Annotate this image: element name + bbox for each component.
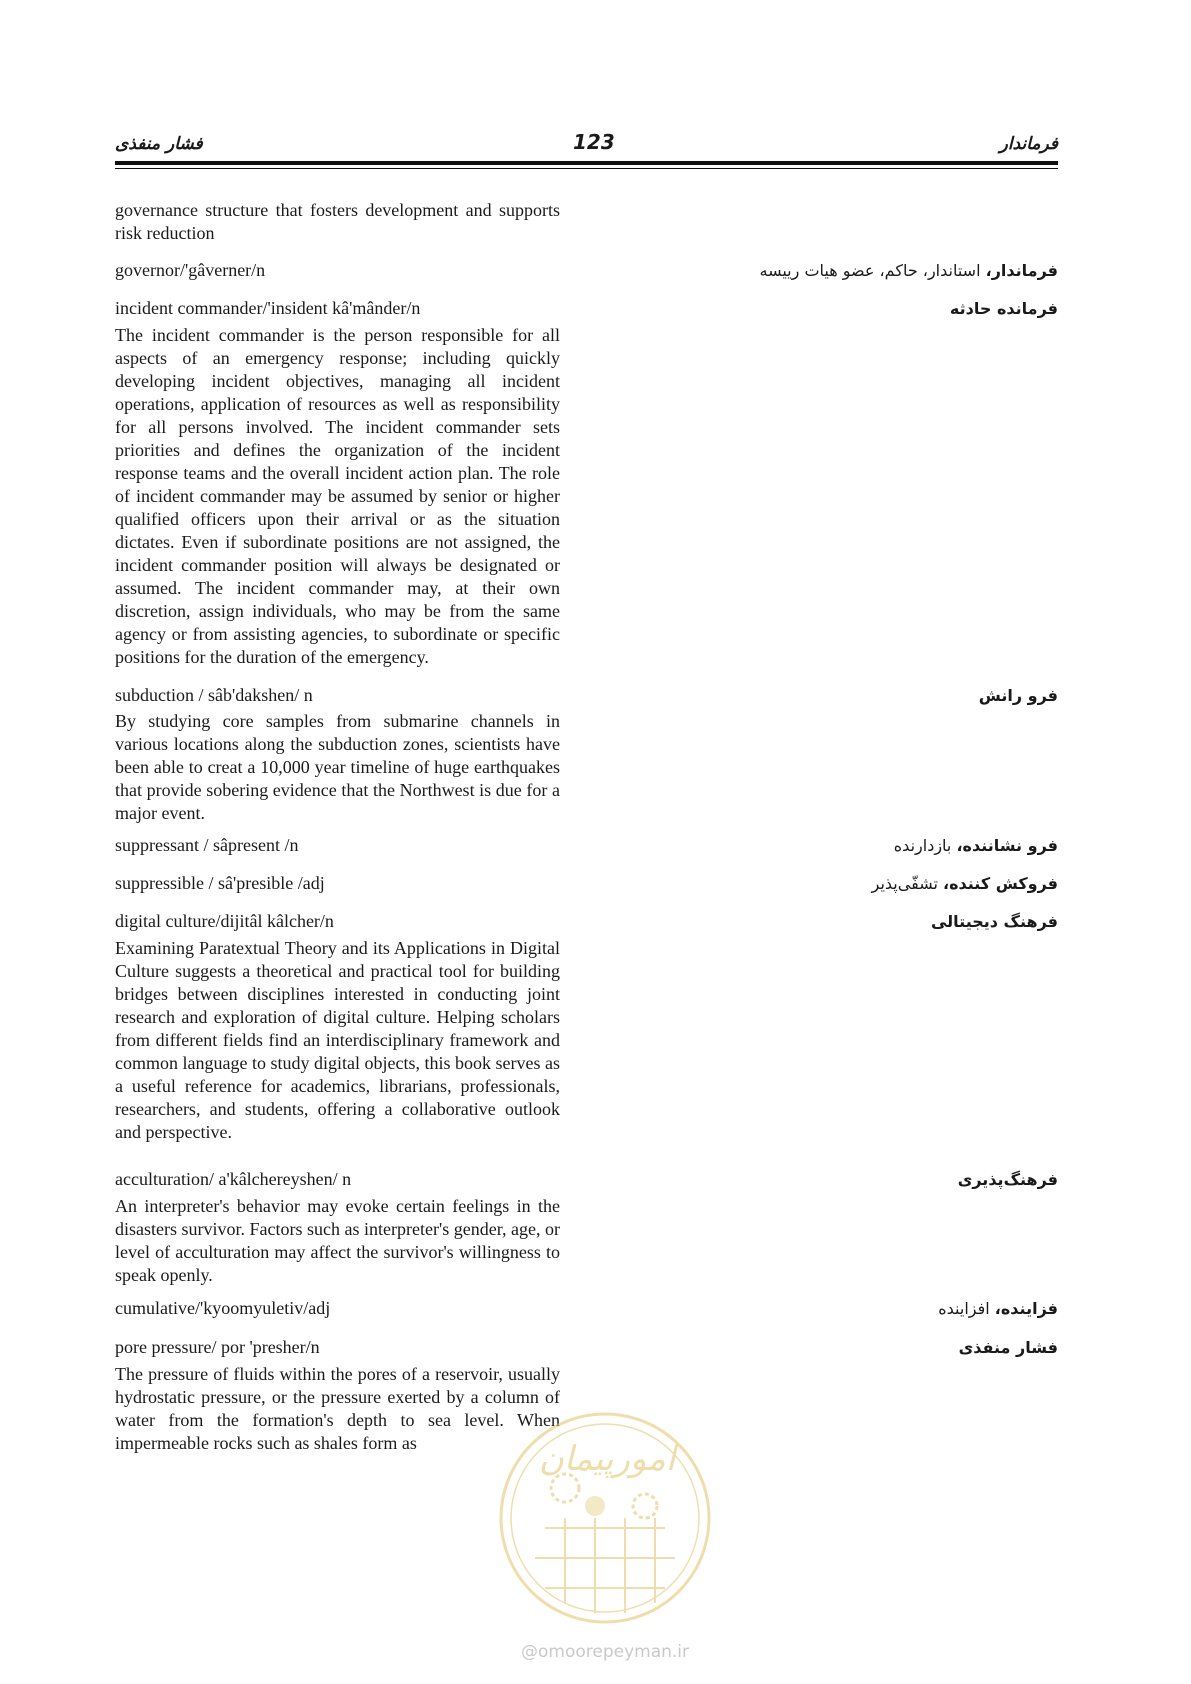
definition-text: By studying core samples from submarine channels in various locations along the subduction zones, scientists have been able to creat a 10,000 year timeline of huge earthquakes that provide sobering evidence that the Northwest is due for a major event.: [115, 711, 560, 823]
header-rule-thin: [115, 168, 1058, 169]
definition-text: governance structure that fosters development and supports risk reduction: [115, 200, 560, 243]
entry-term: governor/'gâverner/n: [115, 260, 266, 280]
definition-block: [115, 710, 560, 825]
persian-equivalent: [958, 1168, 1058, 1191]
definition-text: The incident commander is the person responsible for all aspects of an emergency response; including quickly developing incident objectives, managing all incident operations, application of resources as well as responsibility for all persons involved. The incident commander sets priorities and defines the organization of the incident response teams and the overall incident action plan. The role of incident commander may be assumed by senior or higher qualified officers upon their arrival or as the situation dictates. Even if subordinate positions are not assigned, the incident commander position will always be designated or assumed. The incident commander may, at their own discretion, assign individuals, who may be from the same agency or from assisting agencies, to subordinate or specific positions for the duration of the emergency.: [115, 325, 560, 667]
watermark-logo-text: امورپیمان: [538, 1439, 676, 1479]
entry-term: subduction / sâb'dakshen/ n: [115, 685, 313, 705]
persian-synonyms: استاندار، حاکم، عضو هیات رییسه: [759, 261, 986, 280]
persian-equivalent: [872, 872, 1058, 895]
entry-term: suppressant / sâpresent /n: [115, 835, 299, 855]
persian-synonyms: تشفّی‌پذیر: [871, 874, 943, 893]
definition-text: The pressure of fluids within the pores of a reservoir, usually hydrostatic pressure, or the pressure exerted by a column of water from the formation's depth to sea level. When impermeable rocks such as shales form as: [115, 1364, 560, 1453]
watermark-logo: [495, 1408, 715, 1628]
watermark-url: @omoorepeyman.ir: [520, 1642, 690, 1662]
persian-headword: فرمانده حادثه: [949, 299, 1058, 318]
entry-term: digital culture/dijitâl kâlcher/n: [115, 911, 334, 931]
definition-text: Examining Paratextual Theory and its Applications in Digital Culture suggests a theoretical and practical tool for building bridges between disciplines interested in conducting joint research and exploration of digital culture. Helping scholars from different fields find an interdisciplinary framework and common language to study digital objects, this book serves as a useful reference for academics, librarians, professionals, researchers, and students, offering a collaborative outlook and perspective.: [115, 938, 560, 1142]
entry-term: pore pressure/ por 'presher/n: [115, 1337, 320, 1357]
entry-term: incident commander/'insident kâ'mânder/n: [115, 298, 421, 318]
definition-block: [115, 324, 560, 669]
persian-equivalent: [931, 910, 1058, 933]
entry-term: acculturation/ a'kâlchereyshen/ n: [115, 1169, 352, 1189]
persian-equivalent: [760, 259, 1059, 282]
persian-equivalent: [959, 1336, 1058, 1359]
persian-headword: فرو رانش: [978, 686, 1058, 705]
persian-equivalent: [979, 684, 1058, 707]
persian-headword: فشار منفذی: [958, 1338, 1058, 1357]
page-header: [115, 128, 1058, 160]
persian-headword: فروکش کننده،: [943, 874, 1058, 893]
header-rule-thick: [115, 161, 1058, 165]
persian-equivalent: [938, 1297, 1058, 1320]
header-right-keyword: فرماندار: [999, 134, 1058, 154]
entry-term: cumulative/'kyoomyuletiv/adj: [115, 1298, 331, 1318]
persian-headword: فرهنگ‌پذیری: [957, 1170, 1058, 1189]
header-left-keyword: فشار منفذی: [115, 134, 203, 154]
entry-continuation: [115, 199, 560, 245]
definition-block: [115, 937, 560, 1144]
definition-text: An interpreter's behavior may evoke certain feelings in the disasters survivor. Factors such as interpreter's gender, age, or level of acculturation may affect the survivor's willingness to speak openly.: [115, 1196, 560, 1285]
persian-equivalent: [894, 834, 1058, 857]
persian-headword: فزاینده،: [994, 1299, 1058, 1318]
persian-equivalent: [950, 297, 1058, 320]
definition-block: [115, 1363, 560, 1455]
definition-block: [115, 1195, 560, 1287]
persian-headword: فرماندار،: [985, 261, 1058, 280]
persian-synonyms: افزاینده: [938, 1299, 995, 1318]
persian-synonyms: بازدارنده: [893, 836, 957, 855]
persian-headword: فرو نشاننده،: [956, 836, 1058, 855]
persian-headword: فرهنگ دیجیتالی: [930, 912, 1058, 931]
entry-term: suppressible / sâ'presible /adj: [115, 873, 325, 893]
page-number: 123: [573, 130, 615, 154]
